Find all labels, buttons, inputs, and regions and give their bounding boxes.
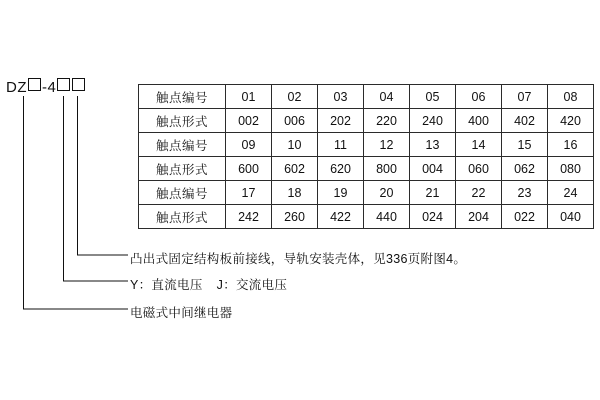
table-cell: 07 [502,85,548,109]
table-cell: 09 [226,133,272,157]
table-cell: 23 [502,181,548,205]
table-cell: 19 [318,181,364,205]
table-cell: 15 [502,133,548,157]
model-code-box-3 [72,78,85,91]
table-cell: 620 [318,157,364,181]
table-cell: 202 [318,109,364,133]
model-code-prefix: DZ [6,79,27,96]
table-cell: 422 [318,205,364,229]
table-row [139,157,594,181]
table-cell: 060 [456,157,502,181]
row-header: 触点形式 [139,109,226,133]
model-code-box-2 [57,78,70,91]
table-cell: 22 [456,181,502,205]
table-cell: 004 [410,157,456,181]
table-cell: 602 [272,157,318,181]
table-cell: 24 [548,181,594,205]
table-cell: 04 [364,85,410,109]
table-cell: 14 [456,133,502,157]
table-cell: 400 [456,109,502,133]
table-cell: 20 [364,181,410,205]
table-row [139,133,594,157]
row-header: 触点编号 [139,181,226,205]
table-row [139,205,594,229]
table-cell: 022 [502,205,548,229]
table-cell: 402 [502,109,548,133]
table-cell: 08 [548,85,594,109]
model-code-box-1 [28,78,41,91]
table-cell: 260 [272,205,318,229]
table-cell: 080 [548,157,594,181]
contact-table [138,84,594,229]
row-header: 触点形式 [139,157,226,181]
table-row [139,181,594,205]
note-structure: 凸出式固定结构板前接线，导轨安装壳体，见336页附图4。 [130,252,467,266]
table-cell: 800 [364,157,410,181]
table-cell: 240 [410,109,456,133]
model-code-middle: -4 [42,79,57,96]
table-cell: 10 [272,133,318,157]
table-cell: 05 [410,85,456,109]
table-cell: 13 [410,133,456,157]
table-cell: 17 [226,181,272,205]
table-row [139,109,594,133]
table-cell: 024 [410,205,456,229]
table-cell: 040 [548,205,594,229]
table-cell: 440 [364,205,410,229]
table-cell: 02 [272,85,318,109]
table-cell: 204 [456,205,502,229]
note-voltage-ac: J：交流电压 [216,278,288,292]
contact-table-wrap [138,84,594,229]
table-cell: 06 [456,85,502,109]
table-cell: 12 [364,133,410,157]
table-cell: 21 [410,181,456,205]
row-header: 触点编号 [139,85,226,109]
table-cell: 18 [272,181,318,205]
table-cell: 01 [226,85,272,109]
table-cell: 002 [226,109,272,133]
note-voltage-dc: Y：直流电压 [130,278,203,292]
table-cell: 11 [318,133,364,157]
table-cell: 03 [318,85,364,109]
table-cell: 242 [226,205,272,229]
table-cell: 220 [364,109,410,133]
model-code [6,78,86,96]
note-device: 电磁式中间继电器 [130,306,233,320]
table-row [139,85,594,109]
table-cell: 16 [548,133,594,157]
table-cell: 420 [548,109,594,133]
row-header: 触点形式 [139,205,226,229]
table-cell: 600 [226,157,272,181]
table-cell: 006 [272,109,318,133]
row-header: 触点编号 [139,133,226,157]
table-cell: 062 [502,157,548,181]
note-voltage [130,275,287,293]
